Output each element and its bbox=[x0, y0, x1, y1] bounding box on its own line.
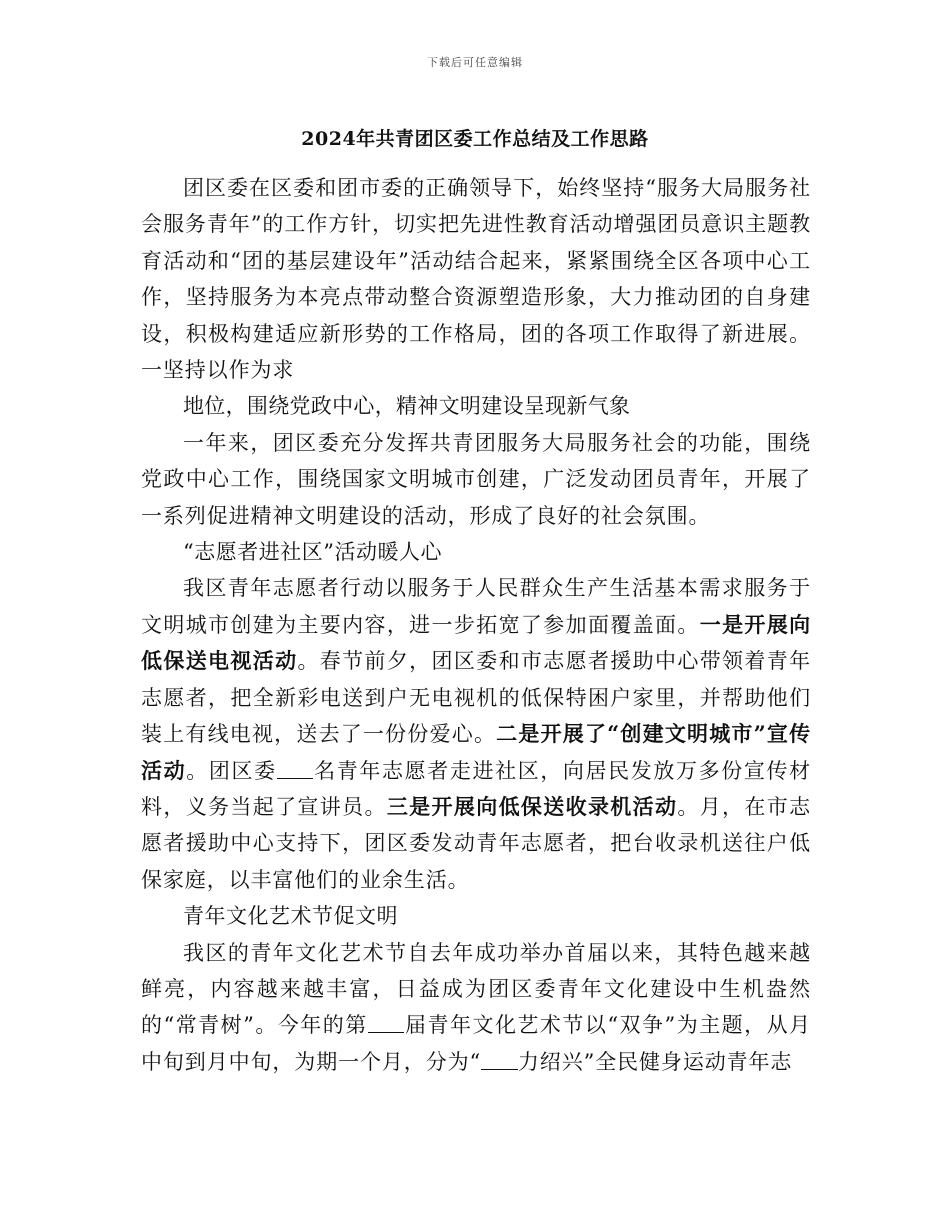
text-run: 名青年志愿者走进社区，向居民发放万多份宣传材料，义务当起了宣讲员。 bbox=[141, 758, 811, 819]
text-run: 我区青年志愿者行动以服务于人民群众生产生活基本需求服务于文明城市创建为主要内容，进一步拓宽了参加面覆盖面。 bbox=[141, 576, 811, 637]
paragraph-subheading-volunteers: “志愿者进社区”活动暖人心 bbox=[183, 540, 442, 565]
bold-point-two: 二是开展了“创建文明城市”宣传活动 bbox=[141, 721, 811, 783]
paragraph-festival bbox=[141, 935, 811, 1081]
text-run: 我区的青年文化艺术节自去年成功举办首届以来，其特色越来越鲜亮，内容越来越丰富，日益成为团区委青年文化建设中生机盎然的“常青树”。今年的第 bbox=[141, 940, 811, 1038]
paragraph-section-heading: 地位，围绕党政中心，精神文明建设呈现新气象 bbox=[183, 394, 631, 419]
paragraph-volunteers bbox=[141, 570, 811, 898]
text-run: 。月，在市志愿者援助中心支持下，团区委发动青年志愿者，把台收录机送往户低保家庭，以丰富他们的业余生活。 bbox=[141, 794, 811, 892]
fill-blank bbox=[481, 1050, 518, 1070]
page-header: 下载后可任意编辑 bbox=[427, 56, 523, 69]
document-title: 2024年共青团区委工作总结及工作思路 bbox=[301, 128, 649, 150]
paragraph-intro: 团区委在区委和团市委的正确领导下，始终坚持“服务大局服务社会服务青年”的工作方针，切实把先进性教育活动增强团员意识主题教育活动和“团的基层建设年”活动结合起来，紧紧围绕全区各项中心工作，坚持服务为本亮点带动整合资源塑造形象，大力推动团的自身建设，积极构建适应新形势的工作格局，团的各项工作取得了新进展。一坚持以作为求 bbox=[141, 176, 811, 383]
document-body bbox=[141, 170, 811, 1080]
text-run: 力绍兴”全民健身运动青年志 bbox=[517, 1049, 793, 1074]
text-run: 届青年文化艺术节以“双争”为主题，从月中旬到月中旬，为期一个月，分为“ bbox=[141, 1013, 811, 1074]
bold-point-one: 一是开展向低保送电视活动 bbox=[141, 611, 812, 674]
paragraph-subheading-festival: 青年文化艺术节促文明 bbox=[183, 904, 398, 929]
fill-blank bbox=[368, 1014, 405, 1034]
bold-point-three: 三是开展向低保送收录机活动 bbox=[386, 793, 678, 819]
text-run: 。春节前夕，团区委和市志愿者援助中心带领着青年志愿者，把全新彩电送到户无电视机的低保特困户家里，并帮助他们装上有线电视，送去了一份份爱心。 bbox=[141, 649, 811, 747]
fill-blank bbox=[277, 759, 314, 779]
paragraph-overview: 一年来，团区委充分发挥共青团服务大局服务社会的功能，围绕党政中心工作，围绕国家文明城市创建，广泛发动团员青年，开展了一系列促进精神文明建设的活动，形成了良好的社会氛围。 bbox=[141, 430, 811, 528]
text-run: 。团区委 bbox=[186, 758, 277, 783]
